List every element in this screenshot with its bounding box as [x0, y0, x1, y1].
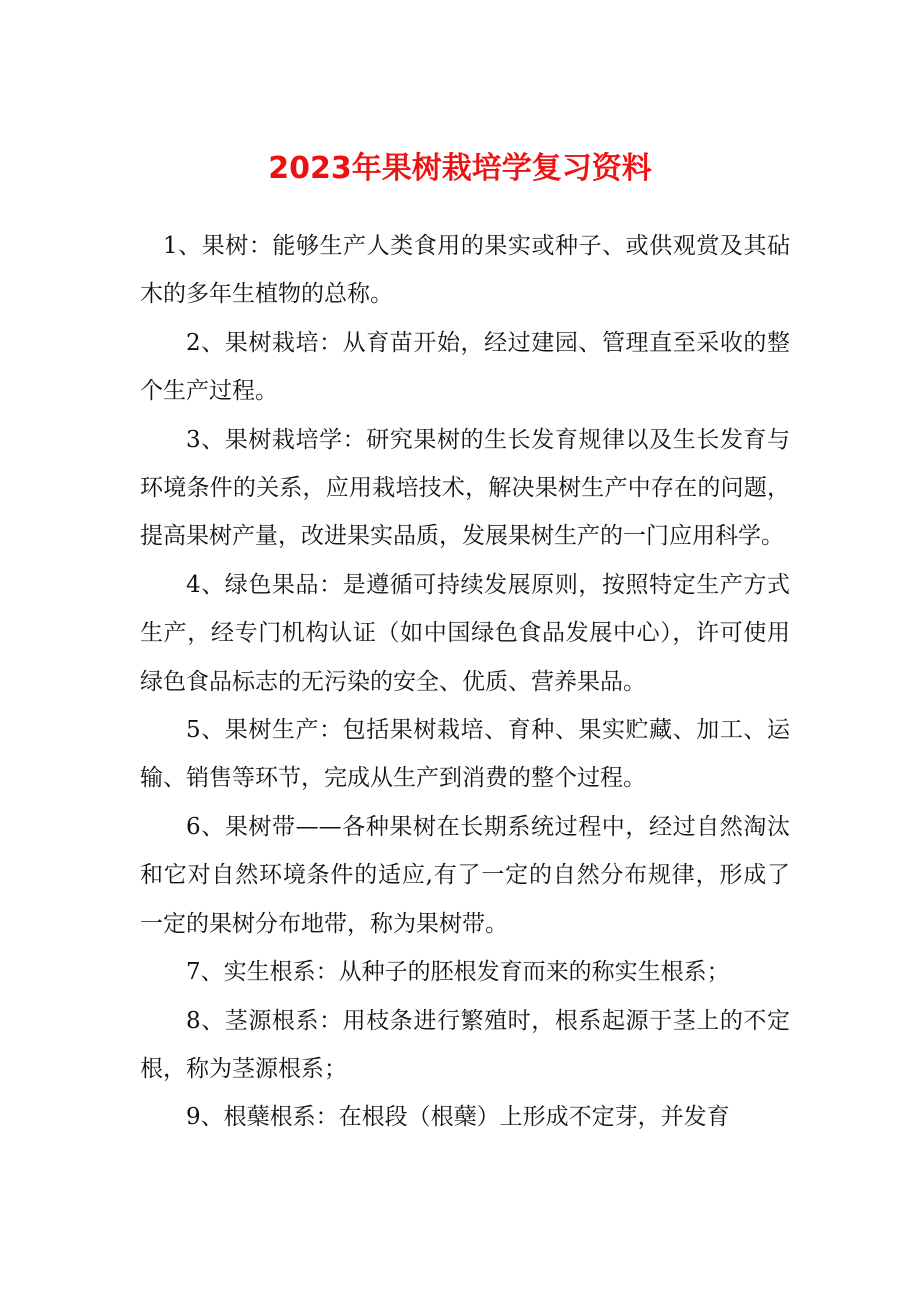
paragraph-1: 1、果树：能够生产人类食用的果实或种子、或供观赏及其砧木的多年生植物的总称。 — [140, 233, 790, 308]
paragraph-7: 7、实生根系：从种子的胚根发育而来的称实生根系； — [186, 959, 730, 986]
paragraph-2: 2、果树栽培：从育苗开始，经过建园、管理直至采收的整个生产过程。 — [140, 329, 790, 405]
document-body — [140, 222, 790, 1142]
paragraph-6: 6、果树带——各种果树在长期系统过程中，经过自然淘汰和它对自然环境条件的适应,有了一定的自然分布规律，形成了一定的果树分布地带，称为果树带。 — [140, 813, 790, 937]
paragraph-8: 8、茎源根系：用枝条进行繁殖时，根系起源于茎上的不定根，称为茎源根系； — [140, 1007, 790, 1082]
paragraph-4: 4、绿色果品：是遵循可持续发展原则，按照特定生产方式生产，经专门机构认证（如中国绿色食品发展中心），许可使用绿色食品标志的无污染的安全、优质、营养果品。 — [140, 571, 790, 695]
paragraph-3: 3、果树栽培学：研究果树的生长发育规律以及生长发育与环境条件的关系，应用栽培技术，解决果树生产中存在的问题，提高果树产量，改进果实品质，发展果树生产的一门应用科学。 — [140, 426, 790, 550]
paragraph-9: 9、根蘖根系：在根段（根蘖）上形成不定芽，并发育 — [186, 1104, 730, 1131]
document-title: 2023年果树栽培学复习资料 — [268, 151, 652, 186]
paragraph-5: 5、果树生产：包括果树栽培、育种、果实贮藏、加工、运输、销售等环节，完成从生产到消费的整个过程。 — [140, 717, 790, 792]
